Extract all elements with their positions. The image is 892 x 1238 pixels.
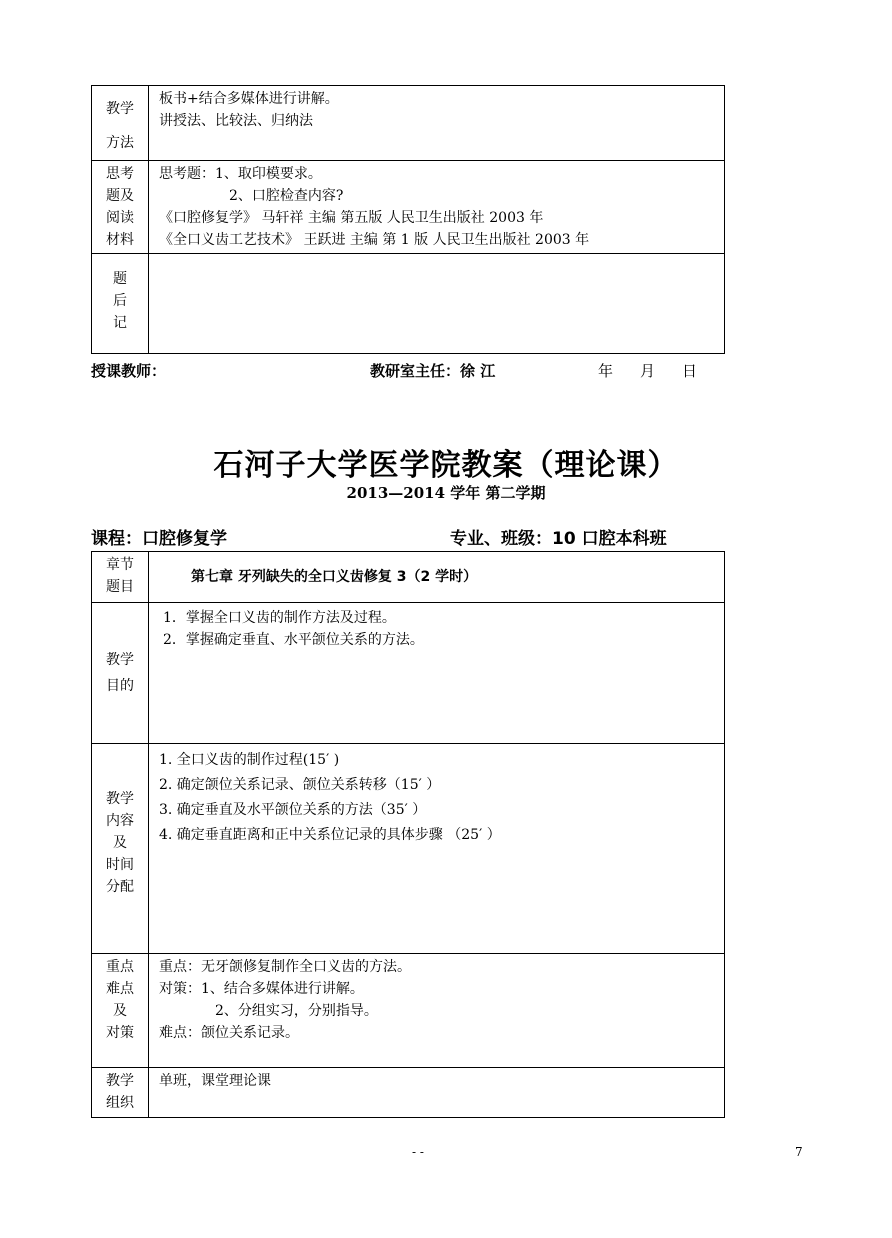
content-line: 对策：1、结合多媒体进行讲解。 (159, 981, 364, 997)
content-line: 1．掌握全口义齿的制作方法及过程。 (163, 610, 396, 626)
organization-row (92, 1068, 725, 1118)
label-line: 题 (113, 271, 127, 287)
major-class: 专业、班级：10 口腔本科班 (450, 529, 667, 549)
goals-row (92, 603, 725, 744)
label-line: 重点 (106, 959, 134, 975)
label-line: 方法 (106, 135, 134, 151)
teacher-signature-label: 授课教师： (91, 362, 167, 380)
goals-label (92, 603, 149, 744)
content-line: 难点：颌位关系记录。 (159, 1025, 299, 1041)
label-line: 教学 (106, 1073, 134, 1089)
director-signature-label: 教研室主任：徐 江 (370, 362, 496, 380)
content-line: 思考题：1、取印模要求。 (159, 166, 322, 182)
content-line: 重点：无牙颌修复制作全口义齿的方法。 (159, 959, 411, 975)
label-line: 记 (113, 315, 127, 331)
content-line: 板书+结合多媒体进行讲解。 (159, 91, 339, 107)
afterword-row (92, 254, 725, 354)
chapter-title: 第七章 牙列缺失的全口义齿修复 3（2 学时） (149, 552, 725, 603)
content-line: 讲授法、比较法、归纳法 (159, 113, 313, 129)
key-points-row (92, 954, 725, 1068)
label-line: 教学 (106, 791, 134, 807)
year-label: 年 (598, 362, 614, 380)
label-line: 教学 (106, 652, 134, 668)
footer-center: - - (412, 1145, 424, 1159)
label-line: 及 (113, 1003, 127, 1019)
content-line: 4. 确定垂直距离和正中关系位记录的具体步骤 （25′ ） (159, 827, 501, 843)
label-line: 对策 (106, 1025, 134, 1041)
label-line: 时间 (106, 857, 134, 873)
content-line: 2、口腔检查内容? (229, 188, 344, 204)
key-points-label (92, 954, 149, 1068)
content-line: 3. 确定垂直及水平颌位关系的方法（35′ ） (159, 802, 427, 818)
content-line: 1. 全口义齿的制作过程(15′ ) (159, 752, 340, 768)
content-label (92, 744, 149, 954)
month-label: 月 (640, 362, 656, 380)
label-line: 题及 (106, 188, 134, 204)
content-line: 2．掌握确定垂直、水平颌位关系的方法。 (163, 632, 424, 648)
key-points-content (149, 954, 725, 1068)
page-title: 石河子大学医学院教案（理论课） (213, 448, 679, 483)
content-line: 2、分组实习，分别指导。 (215, 1003, 378, 1019)
content-line: 《口腔修复学》 马轩祥 主编 第五版 人民卫生出版社 2003 年 (159, 210, 544, 226)
teaching-method-content (149, 86, 725, 161)
chapter-label (92, 552, 149, 603)
label-line: 目的 (106, 678, 134, 694)
label-line: 材料 (106, 232, 134, 248)
label-line: 思考 (106, 166, 134, 182)
lesson-table-top (91, 85, 725, 354)
page-number: 7 (795, 1145, 803, 1159)
lesson-table-main (91, 551, 725, 1118)
content-row (92, 744, 725, 954)
label-line: 后 (113, 293, 127, 309)
label-line: 阅读 (106, 210, 134, 226)
course-name: 课程：口腔修复学 (91, 529, 227, 549)
organization-label (92, 1068, 149, 1118)
label-line: 分配 (106, 879, 134, 895)
content-line: 2. 确定颌位关系记录、颌位关系转移（15′ ） (159, 777, 441, 793)
label-line: 内容 (106, 813, 134, 829)
afterword-label (92, 254, 149, 354)
thinking-reading-content (149, 161, 725, 254)
label-line: 章节 (106, 557, 134, 573)
organization-content: 单班，课堂理论课 (149, 1068, 725, 1118)
thinking-reading-row (92, 161, 725, 254)
teaching-method-label (92, 86, 149, 161)
content-list (149, 744, 725, 954)
afterword-content (149, 254, 725, 354)
day-label: 日 (682, 362, 698, 380)
teaching-method-row (92, 86, 725, 161)
label-line: 组织 (106, 1095, 134, 1111)
goals-content (149, 603, 725, 744)
thinking-reading-label (92, 161, 149, 254)
label-line: 及 (113, 835, 127, 851)
page-subtitle: 2013—2014 学年 第二学期 (346, 484, 546, 502)
label-line: 题目 (106, 579, 134, 595)
content-line: 《全口义齿工艺技术》 王跃进 主编 第 1 版 人民卫生出版社 2003 年 (159, 232, 590, 248)
label-line: 教学 (106, 101, 134, 117)
label-line: 难点 (106, 981, 134, 997)
chapter-row (92, 552, 725, 603)
